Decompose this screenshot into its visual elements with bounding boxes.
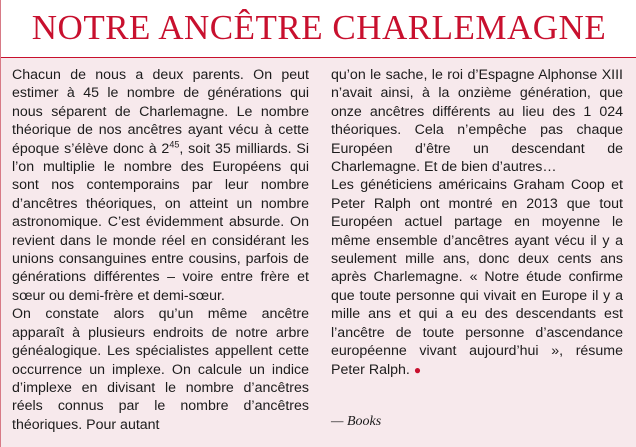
- paragraph-1: [12, 66, 309, 305]
- right-column: [331, 66, 623, 379]
- paragraph-1-text: Chacun de nous a deux parents. On peut estimer à 45 le nombre de générations qui nous séparent de Charlemagne. Le nombre théorique de nos ancêtres ayant vécu à cette époque s’élève donc à 2: [12, 67, 309, 157]
- source-credit: — Books: [331, 414, 382, 429]
- title-bar: [1, 0, 636, 58]
- exponent: 45: [169, 138, 180, 149]
- paragraph-4: [331, 176, 623, 378]
- left-column: [12, 66, 309, 434]
- paragraph-4-text: Les généticiens américains Graham Coop et Peter Ralph ont montré en 2013 que tout Européen actuel partage en moyenne le même ensemble d’ancêtres ayant vécu il y a seulement mille ans, donc deux cents ans après Charlemagne. « Notre étude confirme que toute personne qui vivait en Europe il y a mille ans et qui a eu des descendants est l’ancêtre de toute personne d’ascendance européenne vivant aujourd’hui », résume Peter Ralph.: [331, 177, 623, 378]
- paragraph-2: On constate alors qu’un même ancêtre apparaît à plusieurs endroits de notre arbre généalogique. Les spécialistes appellent cette occurrence un implexe. On calcule un indice d’implexe en divisant le nombre d’ancêtres réels connus par le nombre d’ancêtres théoriques. Pour autant: [12, 306, 309, 433]
- paragraph-1-end: , soit 35 milliards. Si l’on multiplie le nombre des Européens qui sont nos contemporains par leur nombre d’ancêtres théoriques, on atteint un nombre astronomique. C’est évidemment absurde. On revient dans le monde réel en considérant les unions consanguines entre cousins, parfois de générations différentes – voire entre frère et sœur ou demi-frère et demi-sœur.: [12, 140, 309, 304]
- end-mark-icon: ●: [413, 362, 422, 377]
- paragraph-3: qu’on le sache, le roi d’Espagne Alphonse XIII n’avait ainsi, à la onzième génération, que onze ancêtres différents au lieu des 1 024 théoriques. Cela n’empêche pas chaque Européen d’être un descendant de Charlemagne. Et de bien d’autres…: [331, 67, 623, 176]
- article-title: NOTRE ANCÊTRE CHARLEMAGNE: [31, 8, 607, 47]
